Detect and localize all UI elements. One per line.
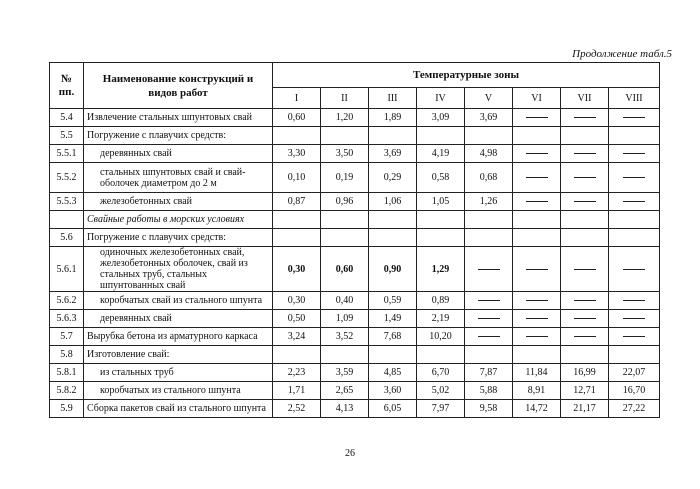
zone-value (465, 127, 513, 145)
zone-value (561, 229, 609, 247)
zone-value (513, 127, 561, 145)
no-value-dash (513, 247, 561, 292)
dash-mark (526, 269, 548, 270)
row-number: 5.4 (50, 109, 84, 127)
row-work-name: Погружение с плавучих средств: (84, 229, 273, 247)
zone-value: 6,70 (417, 364, 465, 382)
table-row (50, 328, 660, 346)
no-value-dash (561, 193, 609, 211)
zone-value (513, 346, 561, 364)
table-row (50, 400, 660, 418)
row-work-name: Вырубка бетона из арматурного каркаса (84, 328, 273, 346)
row-number: 5.5 (50, 127, 84, 145)
row-work-name: одиночных железобетонных свай, железобетонных оболочек, свай из стальных труб, стальных шпунтованных свай (84, 247, 273, 292)
row-work-name: Извлечение стальных шпунтовых свай (84, 109, 273, 127)
dash-mark (526, 300, 548, 301)
zone-value: 16,99 (561, 364, 609, 382)
zone-value: 1,49 (369, 310, 417, 328)
row-number: 5.6.2 (50, 292, 84, 310)
no-value-dash (465, 328, 513, 346)
zone-value: 1,20 (321, 109, 369, 127)
zone-value (369, 211, 417, 229)
no-value-dash (609, 109, 660, 127)
no-value-dash (513, 163, 561, 193)
zone-header: II (321, 88, 369, 109)
row-work-name: железобетонных свай (84, 193, 273, 211)
no-value-dash (561, 247, 609, 292)
dash-mark (623, 269, 645, 270)
zone-value: 16,70 (609, 382, 660, 400)
dash-mark (526, 117, 548, 118)
zone-value (465, 346, 513, 364)
row-number: 5.8 (50, 346, 84, 364)
zone-value (561, 211, 609, 229)
dash-mark (526, 177, 548, 178)
row-work-name: стальных шпунтовых свай и свай-оболочек диаметром до 2 м (84, 163, 273, 193)
zone-value: 22,07 (609, 364, 660, 382)
zone-value (273, 127, 321, 145)
zone-header: VI (513, 88, 561, 109)
zone-value: 11,84 (513, 364, 561, 382)
zone-value: 3,60 (369, 382, 417, 400)
zone-value: 2,65 (321, 382, 369, 400)
zone-value: 1,71 (273, 382, 321, 400)
zone-value (417, 211, 465, 229)
no-value-dash (465, 310, 513, 328)
zone-value: 0,40 (321, 292, 369, 310)
row-number: 5.6.3 (50, 310, 84, 328)
zone-header: VII (561, 88, 609, 109)
row-number: 5.7 (50, 328, 84, 346)
zone-value (369, 127, 417, 145)
dash-mark (574, 318, 596, 319)
zone-value (321, 229, 369, 247)
row-number: 5.6.1 (50, 247, 84, 292)
zone-value: 0,60 (273, 109, 321, 127)
zone-value (321, 211, 369, 229)
row-work-name: Сборка пакетов свай из стального шпунта (84, 400, 273, 418)
no-value-dash (609, 292, 660, 310)
no-value-dash (609, 163, 660, 193)
dash-mark (574, 117, 596, 118)
no-value-dash (609, 145, 660, 163)
row-work-name: деревянных свай (84, 310, 273, 328)
row-work-name: деревянных свай (84, 145, 273, 163)
row-work-name: коробчатых свай из стального шпунта (84, 292, 273, 310)
zone-value (561, 346, 609, 364)
zone-value: 7,68 (369, 328, 417, 346)
zone-value: 0,30 (273, 292, 321, 310)
header-temperature-zones: Температурные зоны (273, 63, 660, 88)
table-row (50, 382, 660, 400)
zone-value: 14,72 (513, 400, 561, 418)
zone-value: 0,58 (417, 163, 465, 193)
zone-value: 3,09 (417, 109, 465, 127)
table-row (50, 193, 660, 211)
no-value-dash (561, 109, 609, 127)
no-value-dash (561, 310, 609, 328)
dash-mark (574, 269, 596, 270)
zone-value: 7,97 (417, 400, 465, 418)
no-value-dash (561, 328, 609, 346)
zone-value (609, 127, 660, 145)
zone-value (273, 229, 321, 247)
zone-value: 4,85 (369, 364, 417, 382)
row-number: 5.5.3 (50, 193, 84, 211)
dash-mark (574, 153, 596, 154)
table-row (50, 109, 660, 127)
no-value-dash (513, 193, 561, 211)
dash-mark (526, 153, 548, 154)
zone-value (465, 229, 513, 247)
temperature-zones-table (49, 62, 660, 418)
zone-value (465, 211, 513, 229)
row-number: 5.5.1 (50, 145, 84, 163)
zone-value (273, 346, 321, 364)
zone-value: 0,87 (273, 193, 321, 211)
no-value-dash (561, 145, 609, 163)
table-row (50, 163, 660, 193)
no-value-dash (513, 328, 561, 346)
zone-value: 9,58 (465, 400, 513, 418)
dash-mark (526, 201, 548, 202)
zone-value: 2,19 (417, 310, 465, 328)
table-row (50, 127, 660, 145)
zone-value: 2,52 (273, 400, 321, 418)
zone-value: 1,05 (417, 193, 465, 211)
zone-value (369, 346, 417, 364)
zone-value (609, 229, 660, 247)
zone-value: 12,71 (561, 382, 609, 400)
table-row (50, 211, 660, 229)
zone-value: 3,50 (321, 145, 369, 163)
no-value-dash (609, 193, 660, 211)
zone-value: 3,69 (369, 145, 417, 163)
dash-mark (526, 336, 548, 337)
zone-value: 8,91 (513, 382, 561, 400)
row-work-name: из стальных труб (84, 364, 273, 382)
zone-value (417, 127, 465, 145)
table-row (50, 364, 660, 382)
table-row (50, 310, 660, 328)
table-row (50, 247, 660, 292)
dash-mark (623, 153, 645, 154)
zone-value: 5,02 (417, 382, 465, 400)
zone-value: 3,30 (273, 145, 321, 163)
no-value-dash (609, 247, 660, 292)
zone-value: 6,05 (369, 400, 417, 418)
dash-mark (623, 117, 645, 118)
dash-mark (478, 336, 500, 337)
zone-value (513, 211, 561, 229)
zone-value: 1,06 (369, 193, 417, 211)
zone-value: 3,69 (465, 109, 513, 127)
no-value-dash (561, 292, 609, 310)
zone-value: 0,19 (321, 163, 369, 193)
zone-value (321, 346, 369, 364)
zone-header: III (369, 88, 417, 109)
dash-mark (623, 336, 645, 337)
no-value-dash (609, 310, 660, 328)
dash-mark (478, 300, 500, 301)
no-value-dash (513, 292, 561, 310)
zone-value: 0,90 (369, 247, 417, 292)
zone-value: 0,50 (273, 310, 321, 328)
table-continuation-caption: Продолжение табл.5 (572, 48, 672, 60)
zone-value (513, 229, 561, 247)
zone-value: 3,24 (273, 328, 321, 346)
table-row (50, 145, 660, 163)
no-value-dash (561, 163, 609, 193)
table-row (50, 229, 660, 247)
zone-value: 3,52 (321, 328, 369, 346)
row-number: 5.6 (50, 229, 84, 247)
header-work-name: Наименование конструкций и видов работ (84, 63, 273, 109)
zone-value: 21,17 (561, 400, 609, 418)
zone-value (609, 346, 660, 364)
zone-value: 1,26 (465, 193, 513, 211)
page-number: 26 (345, 448, 355, 459)
row-number: 5.9 (50, 400, 84, 418)
dash-mark (623, 300, 645, 301)
dash-mark (574, 336, 596, 337)
zone-value (369, 229, 417, 247)
no-value-dash (513, 145, 561, 163)
dash-mark (623, 177, 645, 178)
dash-mark (574, 300, 596, 301)
zone-value: 3,59 (321, 364, 369, 382)
zone-value (609, 211, 660, 229)
table-row (50, 346, 660, 364)
zone-value: 5,88 (465, 382, 513, 400)
dash-mark (526, 318, 548, 319)
zone-value: 0,10 (273, 163, 321, 193)
zone-header: IV (417, 88, 465, 109)
zone-value (561, 127, 609, 145)
row-number: 5.8.2 (50, 382, 84, 400)
row-number (50, 211, 84, 229)
zone-value: 27,22 (609, 400, 660, 418)
no-value-dash (465, 247, 513, 292)
zone-header: V (465, 88, 513, 109)
zone-value (417, 229, 465, 247)
row-number: 5.5.2 (50, 163, 84, 193)
table-row (50, 292, 660, 310)
zone-value: 0,89 (417, 292, 465, 310)
no-value-dash (465, 292, 513, 310)
no-value-dash (513, 109, 561, 127)
dash-mark (623, 318, 645, 319)
zone-value: 1,09 (321, 310, 369, 328)
row-work-name: Изготовление свай: (84, 346, 273, 364)
zone-value (273, 211, 321, 229)
zone-value: 0,96 (321, 193, 369, 211)
row-work-name: Погружение с плавучих средств: (84, 127, 273, 145)
zone-value: 0,68 (465, 163, 513, 193)
zone-value: 4,19 (417, 145, 465, 163)
row-work-name: коробчатых из стального шпунта (84, 382, 273, 400)
zone-value: 2,23 (273, 364, 321, 382)
row-number: 5.8.1 (50, 364, 84, 382)
no-value-dash (513, 310, 561, 328)
zone-header: VIII (609, 88, 660, 109)
no-value-dash (609, 328, 660, 346)
dash-mark (574, 177, 596, 178)
header-number: № пп. (50, 63, 84, 109)
dash-mark (478, 269, 500, 270)
zone-value: 0,29 (369, 163, 417, 193)
zone-value: 1,29 (417, 247, 465, 292)
dash-mark (478, 318, 500, 319)
dash-mark (574, 201, 596, 202)
zone-value: 0,30 (273, 247, 321, 292)
zone-value: 1,89 (369, 109, 417, 127)
zone-value: 4,98 (465, 145, 513, 163)
dash-mark (623, 201, 645, 202)
zone-value: 10,20 (417, 328, 465, 346)
zone-value: 0,60 (321, 247, 369, 292)
zone-value: 0,59 (369, 292, 417, 310)
zone-value: 4,13 (321, 400, 369, 418)
zone-value (417, 346, 465, 364)
row-work-name: Свайные работы в морских условиях (84, 211, 273, 229)
zone-value: 7,87 (465, 364, 513, 382)
zone-header: I (273, 88, 321, 109)
zone-value (321, 127, 369, 145)
